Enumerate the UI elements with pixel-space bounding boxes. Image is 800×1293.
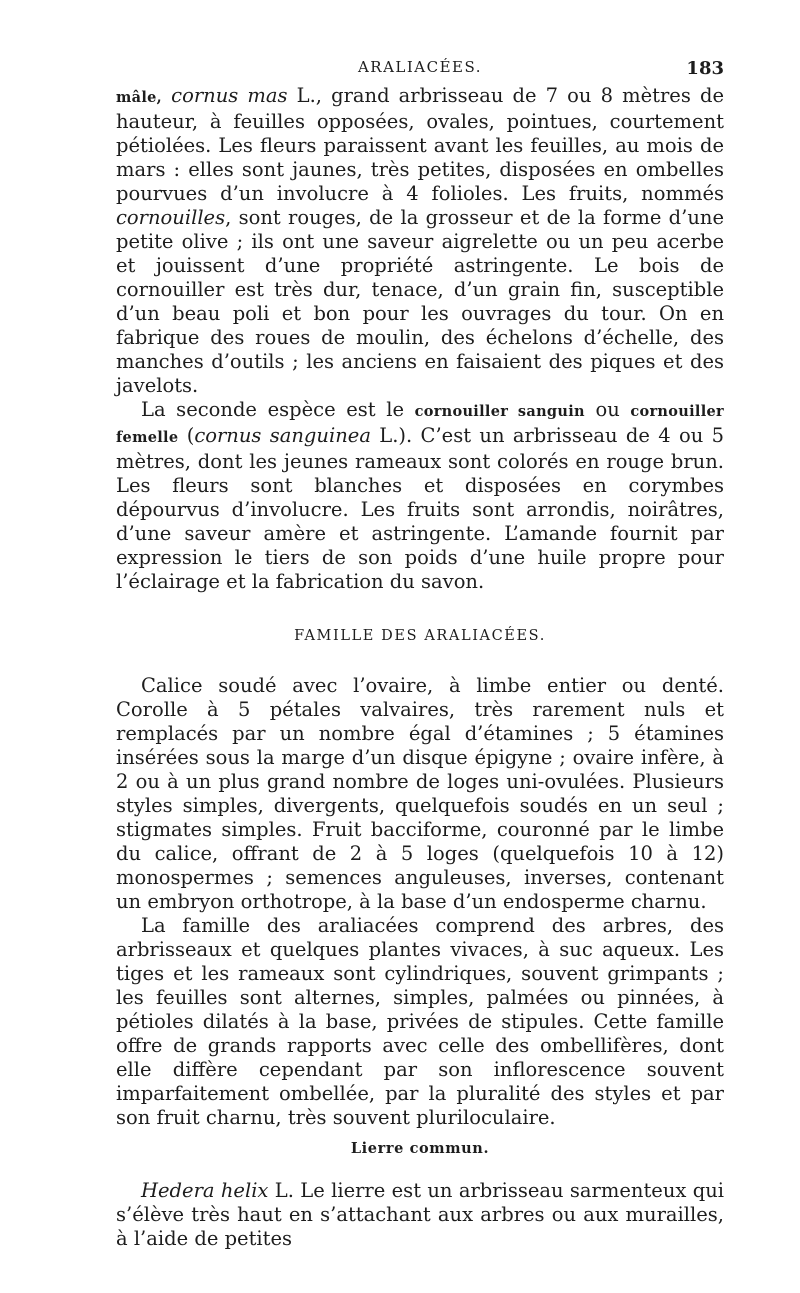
paragraph-text: La seconde espèce est le [141, 398, 415, 421]
latin-name: Hedera helix [141, 1179, 269, 1202]
paragraph-text: ( [178, 424, 195, 447]
paragraph-text: L.). C’est un arbrisseau de 4 ou 5 mètres, dont les jeunes rameaux sont colorés en rouge brun. Les fleurs sont blanches et disposées en corymbes dépourvus d’involucre. Les fruits sont arrondis, noirâtres, d’une saveur amère et astringente. L’amande fournit par expression le tiers de son poids d’une huile propre pour l’éclairage et la fabrication du savon. [116, 424, 724, 593]
latin-name: cornus sanguinea [194, 424, 371, 447]
paragraph-cornus-sanguinea [116, 398, 724, 594]
paragraph-text: L., grand arbrisseau de 7 ou 8 mètres de hauteur, à feuilles opposées, ovales, pointues, courtement pétiolées. Les fleurs paraissent avant les feuilles, au mois de mars : elles sont jaunes, très petites, disposées en ombelles pourvues d’un involucre à 4 folioles. Les fruits, nommés [116, 84, 724, 205]
paragraph-family-overview: La famille des araliacées comprend des arbres, des arbrisseaux et quelques plantes vivaces, à suc aqueux. Les tiges et les rameaux sont cylindriques, souvent grimpants ; les feuilles sont alternes, simples, palmées ou pinnées, à pétioles dilatés à la base, privées de stipules. Cette famille offre de grands rapports avec celle des ombellifères, dont elle diffère cependant par son inflorescence souvent imparfaitement ombellée, par la pluralité des styles et par son fruit charnu, très souvent pluriloculaire. [116, 914, 724, 1129]
page-number: 183 [686, 58, 724, 79]
latin-name: cornus mas [171, 84, 288, 107]
bold-term: cornouiller sanguin [414, 403, 585, 420]
paragraph-text: ou [584, 398, 631, 421]
bold-term: mâle, [116, 89, 163, 106]
paragraph-hedera-helix [116, 1179, 724, 1251]
italic-term: cornouilles [116, 206, 226, 229]
paragraph-text: L. Le lierre est un arbrisseau sarmenteux qui s’élève très haut en s’attachant aux arbres ou aux murailles, à l’aide de petites [116, 1179, 724, 1250]
paragraph-cornus-mas [116, 84, 724, 398]
running-header [116, 58, 724, 84]
paragraph-family-description: Calice soudé avec l’ovaire, à limbe entier ou denté. Corolle à 5 pétales valvaires, très rarement nuls et remplacés par un nombre égal d’étamines ; 5 étamines insérées sous la marge d’un disque épigyne ; ovaire infère, à 2 ou à un plus grand nombre de loges uni-ovulées. Plusieurs styles simples, divergents, quelquefois soudés en un seul ; stigmates simples. Fruit bacciforme, couronné par le limbe du calice, offrant de 2 à 5 loges (quelquefois 10 à 12) monospermes ; semences anguleuses, inverses, contenant un embryon orthotrope, à la base d’un endosperme charnu. [116, 674, 724, 913]
subsection-title: Lierre commun. [350, 1140, 490, 1157]
bold-term: cornouiller femelle [116, 403, 724, 446]
paragraph-text: , sont rouges, de la grosseur et de la forme d’une petite olive ; ils ont une saveur aigrelette ou un peu acerbe et jouissent d’une propriété astringente. Le bois de cornouiller est très dur, tenace, d’un grain fin, susceptible d’un beau poli et bon pour les ouvrages du tour. On en fabrique des roues de moulin, des échelons d’échelle, des manches d’outils ; les anciens en faisaient des piques et des javelots. [116, 206, 724, 397]
section-title: FAMILLE DES ARALIACÉES. [294, 628, 546, 644]
running-title: ARALIACÉES. [357, 58, 483, 76]
book-page [116, 58, 724, 1251]
